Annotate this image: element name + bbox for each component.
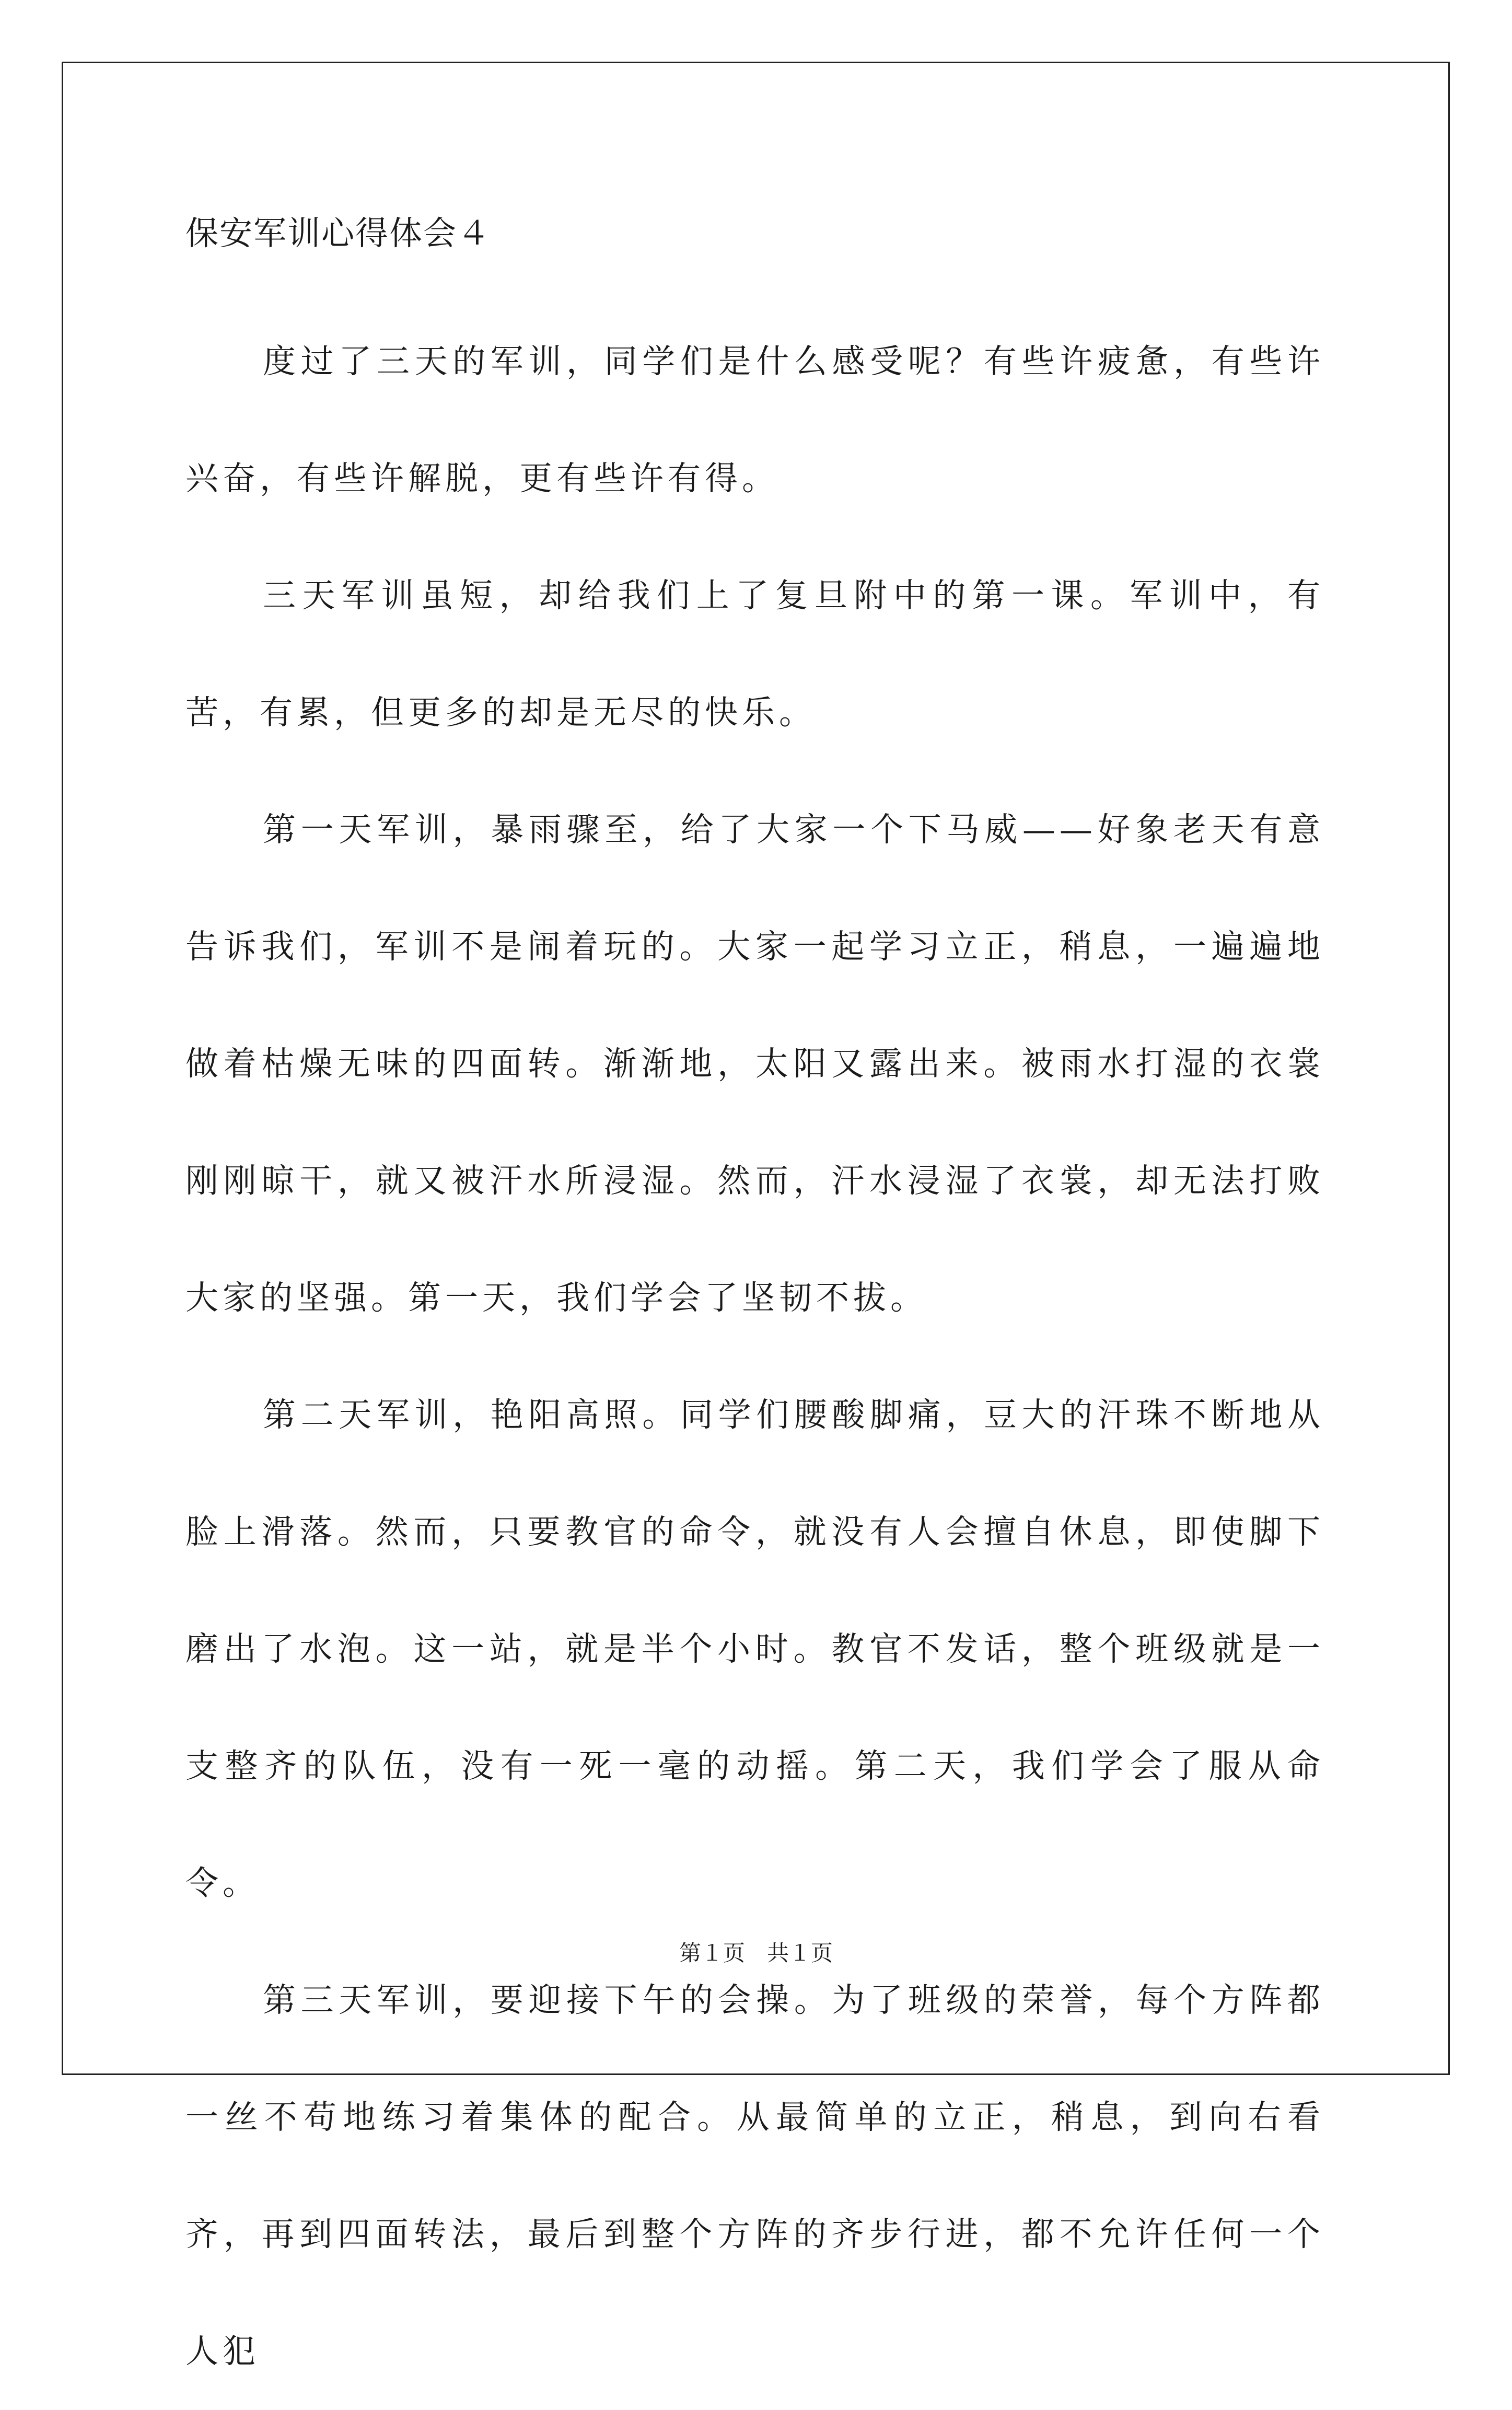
paragraph-2: 三天军训虽短，却给我们上了复旦附中的第一课。军训中，有苦，有累，但更多的却是无尽的快乐。	[185, 576, 1324, 732]
paragraph-1: 度过了三天的军训，同学们是什么感受呢？有些许疲惫，有些许兴奋，有些许解脱，更有些许有得。	[185, 342, 1324, 497]
paragraph-3: 第一天军训，暴雨骤至，给了大家一个下马威——好象老天有意告诉我们，军训不是闹着玩的。大家一起学习立正，稍息，一遍遍地做着枯燥无味的四面转。渐渐地，太阳又露出来。被雨水打湿的衣裳刚刚晾干，就又被汗水所浸湿。然而，汗水浸湿了衣裳，却无法打败大家的坚强。第一天，我们学会了坚韧不拔。	[185, 810, 1324, 1317]
document-body	[185, 303, 1324, 2410]
paragraph-5: 第三天军训，要迎接下午的会操。为了班级的荣誉，每个方阵都一丝不苟地练习着集体的配合。从最简单的立正，稍息，到向右看齐，再到四面转法，最后到整个方阵的齐步行进，都不允许任何一个人犯	[185, 1981, 1324, 2370]
page-footer: 第１页 共１页	[679, 1940, 833, 1966]
document-title: 保安军训心得体会４	[185, 214, 491, 252]
paragraph-4: 第二天军训，艳阳高照。同学们腰酸脚痛，豆大的汗珠不断地从脸上滑落。然而，只要教官的命令，就没有人会擅自休息，即使脚下磨出了水泡。这一站，就是半个小时。教官不发话，整个班级就是一支整齐的队伍，没有一死一毫的动摇。第二天，我们学会了服从命令。	[185, 1396, 1324, 1902]
